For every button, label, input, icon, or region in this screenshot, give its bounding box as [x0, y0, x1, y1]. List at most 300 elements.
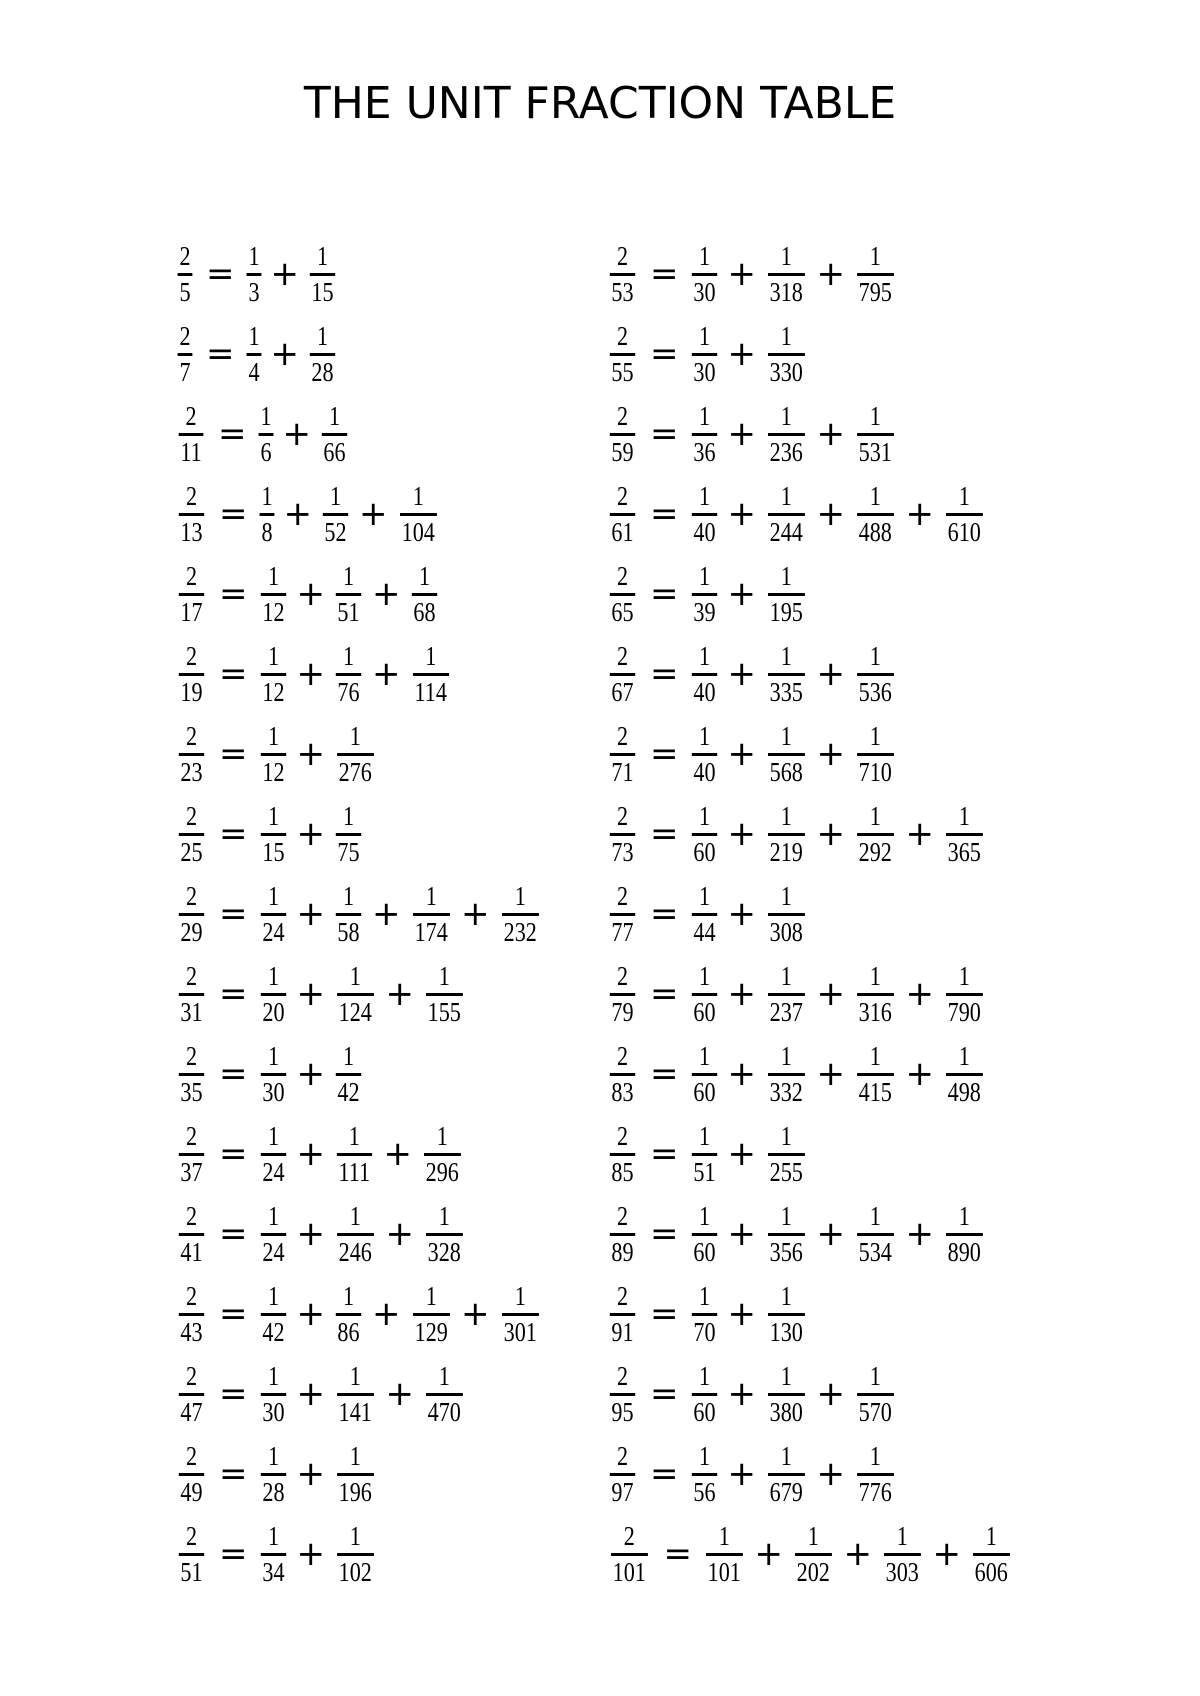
fraction-denominator: 79 — [610, 993, 635, 1026]
fraction-denominator: 97 — [610, 1473, 635, 1506]
fraction-numerator: 1 — [896, 1520, 908, 1551]
fraction-denominator: 37 — [179, 1153, 204, 1186]
lhs-fraction — [610, 880, 635, 947]
equation-row — [176, 554, 542, 634]
fraction-denominator: 12 — [260, 673, 285, 706]
fraction-denominator: 255 — [768, 1153, 804, 1186]
fraction-denominator: 42 — [336, 1073, 361, 1106]
fraction-denominator: 710 — [857, 753, 893, 786]
equals-sign: = — [219, 734, 248, 774]
fraction-denominator: 316 — [857, 993, 893, 1026]
fraction-numerator: 1 — [267, 1520, 279, 1551]
plus-sign: + — [282, 414, 311, 454]
unit-fraction — [768, 320, 804, 387]
fraction-denominator: 19 — [179, 673, 204, 706]
unit-fraction — [260, 1360, 285, 1427]
fraction-numerator: 1 — [869, 400, 881, 431]
equation-row — [176, 474, 542, 554]
unit-fraction — [260, 1200, 285, 1267]
unit-fraction — [768, 480, 804, 547]
fraction-numerator: 1 — [780, 1120, 792, 1151]
equation-row — [176, 1434, 542, 1514]
plus-sign: + — [296, 1534, 325, 1574]
equation-row — [176, 1274, 542, 1354]
fraction-denominator: 380 — [768, 1393, 804, 1426]
fraction-denominator: 130 — [768, 1313, 804, 1346]
equation-row — [176, 794, 542, 874]
unit-fraction — [946, 480, 982, 547]
unit-fraction — [691, 1440, 716, 1507]
unit-fraction-sum — [689, 800, 987, 867]
fraction-denominator: 776 — [857, 1473, 893, 1506]
fraction-numerator: 1 — [438, 960, 450, 991]
unit-fraction-sum — [258, 1040, 365, 1107]
lhs-fraction — [179, 800, 204, 867]
fraction-numerator: 2 — [616, 1200, 629, 1231]
fraction-numerator: 1 — [807, 1520, 819, 1551]
fraction-denominator: 55 — [610, 353, 635, 386]
equals-sign: = — [219, 1374, 248, 1414]
unit-fraction — [768, 1360, 804, 1427]
unit-fraction — [691, 720, 716, 787]
fraction-denominator: 67 — [610, 673, 635, 706]
lhs-fraction — [610, 1120, 635, 1187]
fraction-denominator: 60 — [691, 993, 716, 1026]
plus-sign: + — [905, 974, 934, 1014]
equation-row — [607, 954, 1014, 1034]
plus-sign: + — [359, 494, 388, 534]
unit-fraction-sum — [258, 1200, 467, 1267]
fraction-numerator: 1 — [869, 800, 881, 831]
equals-sign: = — [219, 1534, 248, 1574]
fraction-numerator: 1 — [267, 880, 279, 911]
fraction-denominator: 498 — [946, 1073, 982, 1106]
equation-row — [176, 234, 542, 314]
plus-sign: + — [727, 414, 756, 454]
plus-sign: + — [296, 1134, 325, 1174]
unit-fraction — [946, 1040, 982, 1107]
fraction-numerator: 1 — [698, 240, 710, 271]
unit-fraction — [336, 1280, 361, 1347]
unit-fraction — [337, 960, 373, 1027]
unit-fraction — [857, 960, 893, 1027]
fraction-numerator: 1 — [267, 1040, 279, 1071]
equals-sign: = — [219, 494, 248, 534]
plus-sign: + — [385, 974, 414, 1014]
unit-fraction — [691, 880, 716, 947]
equation-row — [176, 1034, 542, 1114]
fraction-denominator: 51 — [336, 593, 361, 626]
equation-row — [607, 1354, 1014, 1434]
plus-sign: + — [727, 254, 756, 294]
plus-sign: + — [816, 734, 845, 774]
fraction-numerator: 1 — [260, 480, 273, 511]
fraction-denominator: 61 — [610, 513, 635, 546]
fraction-denominator: 335 — [768, 673, 804, 706]
fraction-denominator: 95 — [610, 1393, 635, 1426]
unit-fraction-sum — [689, 480, 987, 547]
fraction-denominator: 59 — [610, 433, 635, 466]
lhs-fraction — [610, 1440, 635, 1507]
fraction-denominator: 44 — [691, 913, 716, 946]
plus-sign: + — [816, 974, 845, 1014]
fraction-numerator: 2 — [616, 1360, 629, 1391]
plus-sign: + — [727, 734, 756, 774]
fraction-numerator: 1 — [780, 1040, 792, 1071]
plus-sign: + — [461, 1294, 490, 1334]
fraction-denominator: 58 — [336, 913, 361, 946]
fraction-numerator: 1 — [349, 960, 361, 991]
lhs-fraction — [610, 960, 635, 1027]
unit-fraction — [260, 1120, 285, 1187]
plus-sign: + — [816, 654, 845, 694]
fraction-denominator: 51 — [691, 1153, 716, 1186]
plus-sign: + — [385, 1214, 414, 1254]
unit-fraction-sum — [689, 1040, 987, 1107]
fraction-numerator: 2 — [616, 240, 629, 271]
fraction-denominator: 246 — [337, 1233, 373, 1266]
lhs-fraction — [179, 560, 204, 627]
fraction-denominator: 30 — [691, 353, 716, 386]
fraction-denominator: 89 — [610, 1233, 635, 1266]
fraction-numerator: 1 — [349, 1440, 361, 1471]
unit-fraction-sum — [258, 1120, 465, 1187]
plus-sign: + — [270, 254, 299, 294]
equals-sign: = — [219, 654, 248, 694]
unit-fraction — [411, 560, 436, 627]
fraction-denominator: 76 — [336, 673, 361, 706]
unit-fraction — [336, 640, 361, 707]
plus-sign: + — [816, 1054, 845, 1094]
fraction-denominator: 49 — [179, 1473, 204, 1506]
lhs-fraction — [610, 320, 635, 387]
unit-fraction — [502, 1280, 538, 1347]
fraction-denominator: 102 — [337, 1553, 373, 1586]
fraction-numerator: 1 — [267, 800, 279, 831]
unit-fraction — [260, 1040, 285, 1107]
plus-sign: + — [296, 1054, 325, 1094]
unit-fraction-sum — [258, 1360, 467, 1427]
lhs-fraction — [179, 720, 204, 787]
unit-fraction — [768, 400, 804, 467]
fraction-denominator: 60 — [691, 833, 716, 866]
fraction-numerator: 2 — [616, 560, 629, 591]
fraction-denominator: 28 — [310, 353, 335, 386]
unit-fraction — [336, 880, 361, 947]
lhs-fraction — [179, 400, 204, 467]
fraction-denominator: 17 — [179, 593, 204, 626]
unit-fraction — [857, 1040, 893, 1107]
lhs-fraction — [610, 1200, 635, 1267]
lhs-fraction — [610, 480, 635, 547]
lhs-fraction — [179, 1120, 204, 1187]
fraction-denominator: 101 — [611, 1553, 647, 1586]
unit-fraction — [412, 640, 448, 707]
fraction-numerator: 2 — [185, 720, 198, 751]
fraction-numerator: 2 — [616, 1280, 629, 1311]
fraction-numerator: 1 — [259, 400, 272, 431]
fraction-numerator: 1 — [698, 1200, 710, 1231]
fraction-numerator: 2 — [616, 1120, 629, 1151]
equation-row — [607, 474, 1014, 554]
fraction-denominator: 60 — [691, 1073, 716, 1106]
lhs-fraction — [179, 1040, 204, 1107]
fraction-numerator: 2 — [616, 720, 629, 751]
equation-row — [607, 394, 1014, 474]
unit-fraction — [691, 560, 716, 627]
fraction-denominator: 51 — [179, 1553, 204, 1586]
plus-sign: + — [727, 334, 756, 374]
fraction-denominator: 244 — [768, 513, 804, 546]
fraction-denominator: 24 — [260, 1153, 285, 1186]
fraction-denominator: 890 — [946, 1233, 982, 1266]
unit-fraction — [426, 1360, 462, 1427]
plus-sign: + — [296, 1294, 325, 1334]
fraction-denominator: 70 — [691, 1313, 716, 1346]
fraction-denominator: 111 — [337, 1153, 372, 1186]
unit-fraction — [260, 1440, 285, 1507]
fraction-numerator: 2 — [616, 480, 629, 511]
plus-sign: + — [727, 1294, 756, 1334]
unit-fraction — [336, 800, 361, 867]
plus-sign: + — [727, 814, 756, 854]
unit-fraction — [260, 960, 285, 1027]
fraction-denominator: 36 — [691, 433, 716, 466]
fraction-denominator: 15 — [310, 273, 335, 306]
fraction-denominator: 11 — [179, 433, 204, 466]
fraction-denominator: 195 — [768, 593, 804, 626]
fraction-denominator: 236 — [768, 433, 804, 466]
equation-row — [176, 714, 542, 794]
equals-sign: = — [218, 414, 247, 454]
equals-sign: = — [219, 1054, 248, 1094]
fraction-numerator: 1 — [436, 1120, 448, 1151]
plus-sign: + — [816, 1214, 845, 1254]
unit-fraction-sum — [257, 400, 351, 467]
plus-sign: + — [296, 1454, 325, 1494]
equation-row — [176, 1194, 542, 1274]
fraction-numerator: 1 — [869, 1200, 881, 1231]
lhs-fraction — [610, 400, 635, 467]
unit-fraction — [768, 560, 804, 627]
fraction-numerator: 1 — [342, 880, 355, 911]
fraction-denominator: 4 — [246, 353, 261, 386]
plus-sign: + — [727, 1054, 756, 1094]
unit-fraction — [857, 1440, 893, 1507]
fraction-numerator: 1 — [349, 1360, 361, 1391]
unit-fraction — [973, 1520, 1009, 1587]
unit-fraction-sum — [689, 240, 898, 307]
equals-sign: = — [650, 1134, 679, 1174]
unit-fraction — [258, 400, 273, 467]
unit-fraction — [260, 1280, 285, 1347]
plus-sign: + — [816, 254, 845, 294]
plus-sign: + — [816, 494, 845, 534]
fraction-denominator: 568 — [768, 753, 804, 786]
fraction-numerator: 1 — [267, 1440, 279, 1471]
fraction-denominator: 12 — [260, 593, 285, 626]
plus-sign: + — [461, 894, 490, 934]
equals-sign: = — [219, 814, 248, 854]
plus-sign: + — [816, 814, 845, 854]
plus-sign: + — [816, 1454, 845, 1494]
page-title: THE UNIT FRACTION TABLE — [303, 78, 897, 129]
unit-fraction — [337, 1440, 373, 1507]
unit-fraction — [337, 1360, 373, 1427]
fraction-numerator: 1 — [698, 880, 710, 911]
fraction-numerator: 1 — [267, 640, 279, 671]
lhs-fraction — [610, 1360, 635, 1427]
fraction-denominator: 292 — [857, 833, 893, 866]
unit-fraction — [946, 960, 982, 1027]
fraction-denominator: 114 — [412, 673, 448, 706]
lhs-fraction — [178, 240, 193, 307]
fraction-numerator: 1 — [698, 1360, 710, 1391]
fraction-denominator: 83 — [610, 1073, 635, 1106]
fraction-numerator: 1 — [780, 480, 792, 511]
fraction-numerator: 2 — [185, 1040, 198, 1071]
fraction-numerator: 2 — [185, 1520, 198, 1551]
unit-fraction — [691, 480, 716, 547]
unit-fraction-sum — [689, 1280, 809, 1347]
lhs-fraction — [610, 240, 635, 307]
fraction-numerator: 1 — [780, 400, 792, 431]
equals-sign: = — [206, 334, 235, 374]
equals-sign: = — [219, 974, 248, 1014]
fraction-numerator: 1 — [267, 1200, 279, 1231]
equals-sign: = — [650, 1294, 679, 1334]
unit-fraction — [259, 480, 274, 547]
fraction-denominator: 20 — [260, 993, 285, 1026]
fraction-denominator: 202 — [795, 1553, 831, 1586]
lhs-fraction — [610, 1040, 635, 1107]
equals-sign: = — [650, 814, 679, 854]
fraction-numerator: 1 — [348, 1120, 360, 1151]
plus-sign: + — [372, 1294, 401, 1334]
fraction-denominator: 332 — [768, 1073, 804, 1106]
fraction-numerator: 1 — [698, 640, 710, 671]
equation-row — [176, 1514, 542, 1594]
equation-row — [176, 634, 542, 714]
unit-fraction-sum — [689, 1440, 898, 1507]
fraction-numerator: 1 — [780, 240, 792, 271]
unit-fraction — [426, 1200, 462, 1267]
unit-fraction — [310, 240, 335, 307]
unit-fraction — [426, 960, 462, 1027]
unit-fraction — [768, 800, 804, 867]
fraction-denominator: 91 — [610, 1313, 635, 1346]
fraction-numerator: 1 — [424, 640, 436, 671]
unit-fraction — [857, 1200, 893, 1267]
unit-fraction — [413, 1280, 449, 1347]
equals-sign: = — [650, 334, 679, 374]
equals-sign: = — [650, 574, 679, 614]
equation-row — [607, 1034, 1014, 1114]
plus-sign: + — [283, 494, 312, 534]
fraction-numerator: 1 — [342, 560, 355, 591]
equals-sign: = — [650, 1454, 679, 1494]
unit-fraction-sum — [245, 320, 339, 387]
unit-fraction-sum — [689, 560, 809, 627]
fraction-numerator: 2 — [623, 1520, 635, 1551]
fraction-numerator: 1 — [328, 400, 341, 431]
unit-fraction — [260, 640, 285, 707]
plus-sign: + — [816, 414, 845, 454]
equation-row — [607, 554, 1014, 634]
fraction-denominator: 8 — [259, 513, 274, 546]
unit-fraction-sum — [258, 960, 467, 1027]
fraction-denominator: 237 — [768, 993, 804, 1026]
unit-fraction — [337, 720, 373, 787]
fraction-numerator: 1 — [267, 1360, 279, 1391]
fraction-denominator: 13 — [179, 513, 204, 546]
fraction-numerator: 1 — [342, 1280, 355, 1311]
fraction-numerator: 1 — [985, 1520, 997, 1551]
unit-fraction-sum — [689, 880, 809, 947]
fraction-numerator: 2 — [616, 800, 629, 831]
unit-fraction — [424, 1120, 460, 1187]
fraction-denominator: 60 — [691, 1233, 716, 1266]
unit-fraction — [857, 400, 893, 467]
fraction-numerator: 1 — [342, 1040, 355, 1071]
fraction-denominator: 3 — [246, 273, 261, 306]
fraction-numerator: 2 — [185, 1120, 198, 1151]
fraction-denominator: 65 — [610, 593, 635, 626]
unit-fraction — [246, 240, 261, 307]
fraction-denominator: 24 — [260, 1233, 285, 1266]
unit-fraction-sum — [689, 1360, 898, 1427]
unit-fraction-sum — [245, 240, 339, 307]
fraction-denominator: 39 — [691, 593, 716, 626]
fraction-numerator: 1 — [780, 880, 792, 911]
fraction-numerator: 1 — [780, 1440, 792, 1471]
fraction-numerator: 1 — [698, 720, 710, 751]
fraction-numerator: 1 — [438, 1200, 450, 1231]
unit-fraction — [768, 720, 804, 787]
fraction-denominator: 795 — [857, 273, 893, 306]
fraction-denominator: 68 — [411, 593, 436, 626]
fraction-denominator: 174 — [413, 913, 449, 946]
fraction-numerator: 1 — [958, 480, 970, 511]
fraction-numerator: 1 — [329, 480, 342, 511]
equation-row — [176, 394, 542, 474]
unit-fraction — [768, 1040, 804, 1107]
fraction-denominator: 34 — [260, 1553, 285, 1586]
fraction-denominator: 25 — [179, 833, 204, 866]
fraction-denominator: 196 — [337, 1473, 373, 1506]
plus-sign: + — [754, 1534, 783, 1574]
fraction-numerator: 1 — [247, 240, 260, 271]
fraction-numerator: 2 — [616, 1040, 629, 1071]
plus-sign: + — [727, 1134, 756, 1174]
fraction-denominator: 28 — [260, 1473, 285, 1506]
fraction-denominator: 40 — [691, 753, 716, 786]
fraction-numerator: 1 — [349, 1520, 361, 1551]
plus-sign: + — [905, 1214, 934, 1254]
fraction-numerator: 1 — [698, 1120, 710, 1151]
fraction-numerator: 1 — [780, 800, 792, 831]
plus-sign: + — [816, 1374, 845, 1414]
unit-fraction — [310, 320, 335, 387]
unit-fraction-sum — [689, 1200, 987, 1267]
unit-fraction — [413, 880, 449, 947]
unit-fraction — [706, 1520, 742, 1587]
unit-fraction — [857, 480, 893, 547]
unit-fraction — [857, 1360, 893, 1427]
fraction-denominator: 101 — [706, 1553, 742, 1586]
equation-row — [607, 794, 1014, 874]
plus-sign: + — [843, 1534, 872, 1574]
